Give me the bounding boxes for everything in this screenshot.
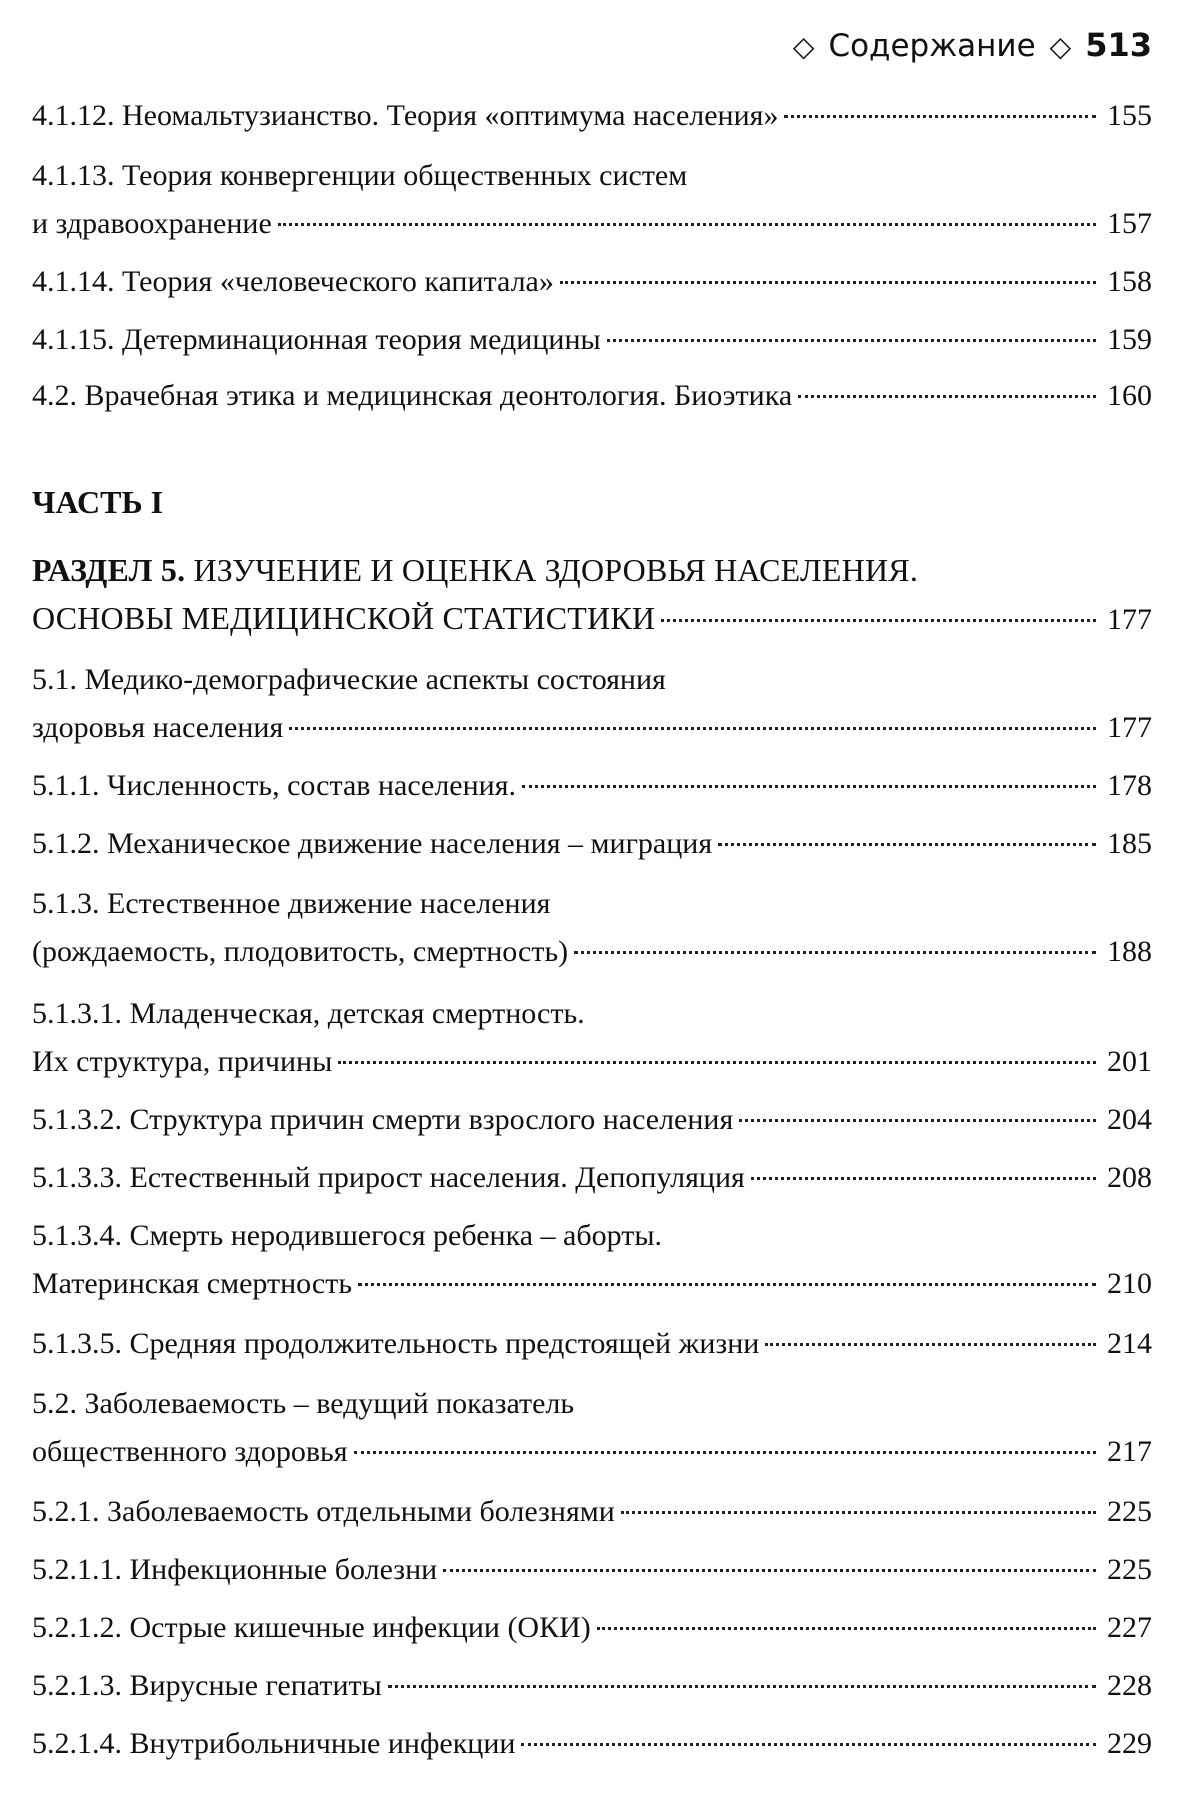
toc-entry-title: 5.2.1.4. Внутрибольничные инфекции bbox=[32, 1727, 516, 1760]
toc-entry[interactable] bbox=[32, 1096, 1152, 1144]
leader-dots bbox=[661, 619, 1096, 622]
chapter-label: РАЗДЕЛ 5. bbox=[32, 552, 186, 588]
toc-entry-title: 4.1.15. Детерминационная теория медицины bbox=[32, 323, 601, 356]
toc-entry[interactable] bbox=[32, 1212, 1152, 1308]
toc-entry[interactable] bbox=[32, 1380, 1152, 1476]
leader-dots bbox=[751, 1177, 1096, 1180]
toc-entry-page: 214 bbox=[1107, 1327, 1152, 1360]
toc-entry-title-line2: (рождаемость, плодовитость, смертность) bbox=[32, 935, 569, 968]
leader-dots bbox=[784, 115, 1096, 118]
toc-entry-title: 5.1.3.2. Структура причин смерти взрослого населения bbox=[32, 1103, 734, 1136]
toc-entry-page: 204 bbox=[1107, 1103, 1152, 1136]
toc-entry-title-line1: 5.2. Заболеваемость – ведущий показатель bbox=[32, 1387, 575, 1420]
toc-entry-title: 5.1.3.5. Средняя продолжительность предстоящей жизни bbox=[32, 1327, 760, 1360]
toc-chapter-entry[interactable] bbox=[32, 546, 1152, 644]
toc-entry[interactable] bbox=[32, 258, 1152, 306]
leader-dots bbox=[621, 1511, 1096, 1514]
toc-entry-title: 5.2.1.2. Острые кишечные инфекции (ОКИ) bbox=[32, 1611, 591, 1644]
toc-entry-title-line1: 5.1. Медико-демографические аспекты состояния bbox=[32, 663, 666, 696]
toc-entry[interactable] bbox=[32, 1604, 1152, 1652]
toc-entry-title-line1: 4.1.13. Теория конвергенции общественных систем bbox=[32, 159, 688, 192]
leader-dots bbox=[765, 1343, 1096, 1346]
toc-entry-page: 157 bbox=[1107, 207, 1152, 240]
leader-dots bbox=[443, 1569, 1096, 1572]
leader-dots bbox=[607, 339, 1096, 342]
toc-entry-title: 4.1.14. Теория «человеческого капитала» bbox=[32, 265, 554, 298]
leader-dots bbox=[718, 843, 1096, 846]
toc-entry-title-line1: 5.1.3.4. Смерть неродившегося ребенка – аборты. bbox=[32, 1219, 662, 1252]
toc-entry-page: 177 bbox=[1107, 603, 1152, 636]
header-section-title: Содержание bbox=[828, 28, 1036, 64]
leader-dots bbox=[521, 1743, 1096, 1746]
toc-entry[interactable] bbox=[32, 762, 1152, 810]
toc-entry-title-line2: Материнская смертность bbox=[32, 1267, 353, 1300]
toc-entry[interactable] bbox=[32, 1546, 1152, 1594]
toc-entry[interactable] bbox=[32, 820, 1152, 868]
toc-entry-page: 155 bbox=[1107, 99, 1152, 132]
leader-dots bbox=[739, 1119, 1096, 1122]
toc-entry[interactable] bbox=[32, 656, 1152, 752]
toc-entry-title-line2: и здравоохранение bbox=[32, 207, 272, 240]
toc-entry[interactable] bbox=[32, 1488, 1152, 1536]
toc-entry[interactable] bbox=[32, 152, 1152, 248]
toc-entry-page: 208 bbox=[1107, 1161, 1152, 1194]
part-heading: ЧАСТЬ I bbox=[32, 484, 164, 520]
toc-entry-title: 4.1.12. Неомальтузианство. Теория «оптимума населения» bbox=[32, 99, 779, 132]
toc-entry-title: 5.1.2. Механическое движение населения – миграция bbox=[32, 827, 713, 860]
toc-entry-title-line2: Их структура, причины bbox=[32, 1045, 333, 1078]
toc-entry-page: 158 bbox=[1107, 265, 1152, 298]
toc-entry-page: 210 bbox=[1107, 1267, 1152, 1300]
toc-entry-page: 217 bbox=[1107, 1435, 1152, 1468]
chapter-title-line1 bbox=[32, 546, 1152, 594]
toc-entry-page: 159 bbox=[1107, 323, 1152, 356]
toc-entry-page: 225 bbox=[1107, 1553, 1152, 1586]
toc-entry[interactable] bbox=[32, 1154, 1152, 1202]
running-header bbox=[793, 26, 1152, 64]
leader-dots bbox=[560, 281, 1096, 284]
leader-dots bbox=[354, 1451, 1096, 1454]
toc-entry-title-line1: 5.1.3. Естественное движение населения bbox=[32, 887, 551, 920]
toc-entry-page: 160 bbox=[1107, 379, 1152, 412]
leader-dots bbox=[278, 223, 1096, 226]
leader-dots bbox=[522, 785, 1096, 788]
diamond-icon: ◇ bbox=[1049, 30, 1072, 63]
toc-entry-page: 185 bbox=[1107, 827, 1152, 860]
toc-entry-title: 4.2. Врачебная этика и медицинская деонтология. Биоэтика bbox=[32, 379, 793, 412]
toc-entry-page: 225 bbox=[1107, 1495, 1152, 1528]
chapter-title-line2: ОСНОВЫ МЕДИЦИНСКОЙ СТАТИСТИКИ bbox=[32, 600, 656, 636]
toc-page bbox=[32, 0, 1152, 1800]
toc-entry-page: 178 bbox=[1107, 769, 1152, 802]
toc-entry[interactable] bbox=[32, 92, 1152, 140]
leader-dots bbox=[798, 395, 1096, 398]
leader-dots bbox=[388, 1685, 1096, 1688]
toc-entry-title: 5.1.3.3. Естественный прирост населения. Депопуляция bbox=[32, 1161, 745, 1194]
toc-entry-title-line1: 5.1.3.1. Младенческая, детская смертность. bbox=[32, 997, 585, 1030]
toc-entry-title: 5.2.1.3. Вирусные гепатиты bbox=[32, 1669, 382, 1702]
toc-entry-page: 177 bbox=[1107, 711, 1152, 744]
leader-dots bbox=[358, 1283, 1096, 1286]
leader-dots bbox=[597, 1627, 1096, 1630]
toc-entry[interactable] bbox=[32, 990, 1152, 1086]
toc-entry[interactable] bbox=[32, 880, 1152, 976]
toc-entry[interactable] bbox=[32, 1720, 1152, 1768]
chapter-title-rest: ИЗУЧЕНИЕ И ОЦЕНКА ЗДОРОВЬЯ НАСЕЛЕНИЯ. bbox=[193, 552, 919, 588]
header-page-number: 513 bbox=[1085, 26, 1152, 64]
leader-dots bbox=[338, 1061, 1096, 1064]
toc-entry-title: 5.2.1. Заболеваемость отдельными болезнями bbox=[32, 1495, 615, 1528]
toc-entry-title-line2: здоровья населения bbox=[32, 711, 284, 744]
leader-dots bbox=[289, 727, 1096, 730]
diamond-icon: ◇ bbox=[792, 30, 815, 63]
toc-entry[interactable] bbox=[32, 1662, 1152, 1710]
toc-entry-page: 188 bbox=[1107, 935, 1152, 968]
toc-entry-title: 5.2.1.1. Инфекционные болезни bbox=[32, 1553, 438, 1586]
toc-entry-title-line2: общественного здоровья bbox=[32, 1435, 348, 1468]
toc-entry-page: 227 bbox=[1107, 1611, 1152, 1644]
toc-entry-page: 228 bbox=[1107, 1669, 1152, 1702]
toc-entry-page: 201 bbox=[1107, 1045, 1152, 1078]
toc-entry[interactable] bbox=[32, 316, 1152, 364]
toc-entry-page: 229 bbox=[1107, 1727, 1152, 1760]
leader-dots bbox=[574, 951, 1096, 954]
toc-entry[interactable] bbox=[32, 1320, 1152, 1368]
toc-entry[interactable] bbox=[32, 372, 1152, 420]
toc-entry-title: 5.1.1. Численность, состав населения. bbox=[32, 769, 517, 802]
